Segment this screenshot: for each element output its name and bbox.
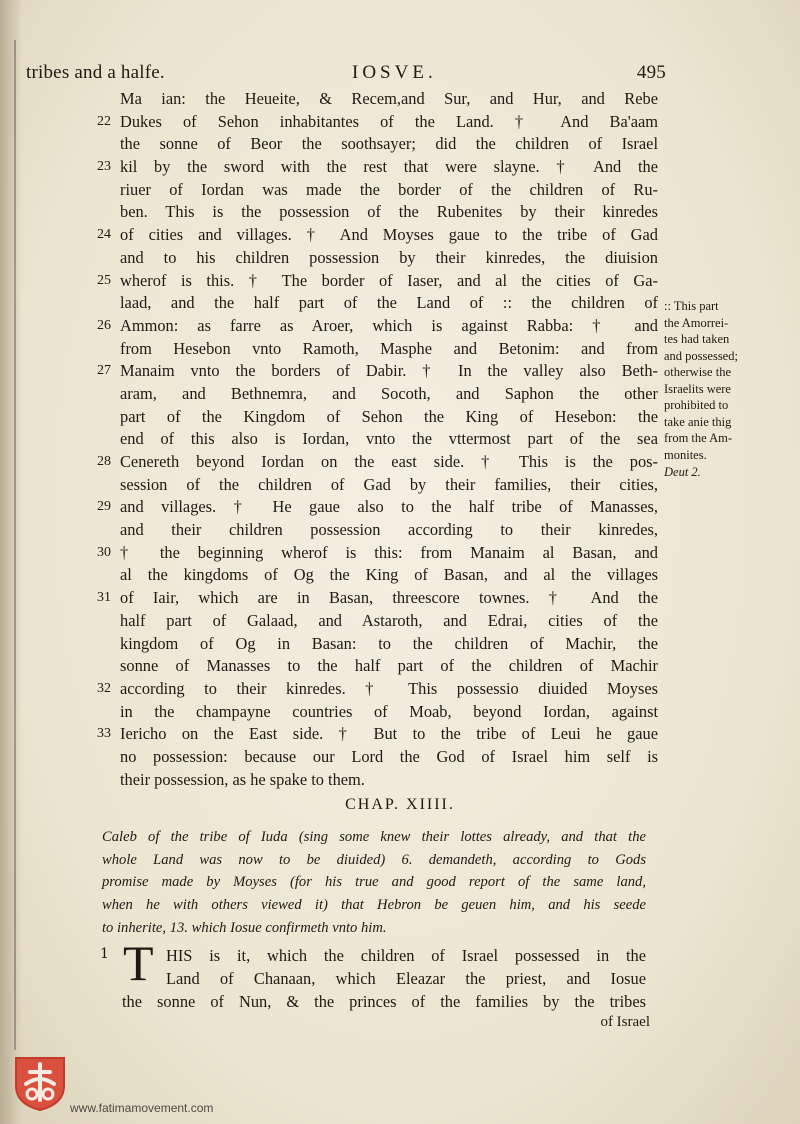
fatima-shield-logo-icon — [12, 1054, 68, 1112]
line-text: laad, and the half part of the Land of :: the children of — [120, 293, 658, 313]
verse-number: 25 — [97, 272, 111, 288]
text-line — [120, 292, 658, 315]
verse-number: 33 — [97, 726, 111, 742]
text-line — [120, 201, 658, 224]
text-line — [120, 88, 658, 111]
verse-number: 1 — [100, 946, 109, 962]
running-header — [26, 62, 666, 86]
verse-number: 32 — [97, 680, 111, 696]
summary-line: to inherite, 13. which Iosue confirmeth vnto him. — [102, 919, 387, 936]
chapter-body — [122, 944, 646, 1013]
text-line — [97, 270, 658, 293]
margin-note-line: and possessed; — [664, 348, 738, 363]
chapter-text-line: the sonne of Nun, & the princes of the families by the tribes — [122, 992, 646, 1011]
line-text: session of the children of Gad by their families, their cities, — [120, 474, 658, 494]
line-text: and their children possession according to their kinredes, — [120, 520, 658, 540]
text-line — [120, 179, 658, 202]
text-line — [120, 610, 658, 633]
text-line — [97, 451, 658, 474]
chapter-text-line: HIS is it, which the children of Israel possessed in the — [166, 946, 646, 965]
margin-note-line: tes had taken — [664, 332, 730, 346]
text-line — [120, 338, 658, 361]
text-line — [97, 224, 658, 247]
verse-number: 24 — [97, 227, 111, 243]
text-line — [97, 587, 658, 610]
summary-line: whole Land was now to be diuided) 6. demandeth, according to Gods — [102, 851, 646, 868]
line-text: in the champayne countries of Moab, beyond Iordan, against — [120, 701, 658, 721]
margin-note-line: Israelits were — [664, 381, 731, 396]
line-text: wherof is this. † The border of Iaser, and al the cities of Ga- — [120, 270, 658, 290]
line-text: sonne of Manasses to the half part of the children of Machir — [120, 656, 658, 676]
margin-note-line: otherwise the — [664, 365, 731, 379]
text-line — [120, 474, 658, 497]
text-line — [120, 406, 658, 429]
body-text — [97, 88, 658, 791]
margin-note-line: take anie thig — [664, 414, 732, 429]
text-line — [120, 769, 658, 792]
line-text: no possession: because our Lord the God of Israel him self is — [120, 746, 658, 766]
line-text: al the kingdoms of Og the King of Basan, and al the villages — [120, 565, 658, 585]
text-line — [120, 746, 658, 769]
line-text: and villages. † He gaue also to the half tribe of Manasses, — [120, 497, 658, 517]
verse-number: 22 — [97, 113, 111, 129]
text-line — [97, 360, 658, 383]
line-text: part of the Kingdom of Sehon the King of Hesebon: the — [120, 406, 658, 426]
verse-number: 28 — [97, 454, 111, 469]
text-line — [120, 247, 658, 270]
text-line — [120, 701, 658, 724]
line-text: Dukes of Sehon inhabitantes of the Land. † And Ba'aam — [120, 111, 658, 131]
margin-note-line: monites. — [664, 447, 707, 462]
binding-shadow — [0, 0, 22, 1124]
book-title: IOSVE. — [352, 62, 437, 83]
margin-note — [664, 298, 774, 481]
line-text: and to his children possession by their kinredes, the diuision — [120, 247, 658, 267]
text-line — [97, 542, 658, 565]
line-text: Manaim vnto the borders of Dabir. † In the valley also Beth- — [120, 361, 658, 381]
margin-rule — [14, 40, 16, 1050]
line-text: according to their kinredes. † This possessio diuided Moyses — [120, 678, 658, 698]
summary-line: Caleb of the tribe of Iuda (sing some knew their lottes already, and that the — [102, 829, 646, 845]
line-text: half part of Galaad, and Astaroth, and Edrai, cities of the — [120, 610, 658, 630]
verse-number: 26 — [97, 317, 111, 333]
verse-number: 31 — [97, 590, 111, 606]
text-line — [97, 496, 658, 519]
verse-number: 29 — [97, 499, 111, 515]
text-line — [120, 133, 658, 156]
verse-number: 23 — [97, 159, 111, 175]
line-text: Ma ian: the Heueite, & Recem,and Sur, and Hur, and Rebe — [120, 89, 658, 108]
text-line — [120, 383, 658, 406]
text-line — [120, 428, 658, 451]
text-line — [97, 315, 658, 338]
line-text: of Iair, which are in Basan, threescore townes. † And the — [120, 588, 658, 608]
catchword: of Israel — [600, 1014, 650, 1030]
verse-number: 27 — [97, 363, 111, 379]
chapter-text-line: Land of Chanaan, which Eleazar the priest, and Iosue — [166, 969, 646, 988]
line-text: † the beginning wherof is this: from Manaim al Basan, and — [120, 542, 658, 562]
line-text: their possession, as he spake to them. — [120, 769, 365, 789]
chapter-summary — [102, 826, 646, 939]
page-number: 495 — [636, 62, 666, 83]
line-text: of cities and villages. † And Moyses gaue to the tribe of Gad — [120, 225, 658, 245]
text-line — [97, 156, 658, 179]
header-left: tribes and a halfe. — [26, 62, 165, 83]
website-url[interactable]: www.fatimamovement.com — [70, 1101, 214, 1115]
line-text: Cenereth beyond Iordan on the east side. † This is the pos- — [120, 452, 658, 471]
margin-note-line: :: This part — [664, 299, 719, 313]
text-line — [97, 678, 658, 701]
text-line — [97, 723, 658, 746]
text-line — [120, 633, 658, 656]
text-line — [120, 655, 658, 678]
text-line — [120, 564, 658, 587]
line-text: the sonne of Beor the soothsayer; did the children of Israel — [120, 134, 658, 154]
line-text: Ammon: as farre as Aroer, which is against Rabba: † and — [120, 315, 658, 335]
margin-note-line: prohibited to — [664, 398, 729, 412]
line-text: ben. This is the possession of the Rubenites by their kinredes — [120, 202, 658, 222]
line-text: riuer of Iordan was made the border of the children of Ru- — [120, 179, 658, 199]
text-line — [97, 111, 658, 134]
line-text: kingdom of Og in Basan: to the children of Machir, the — [120, 633, 658, 653]
line-text: end of this also is Iordan, vnto the vttermost part of the sea — [120, 429, 658, 449]
line-text: aram, and Bethnemra, and Socoth, and Saphon the other — [120, 383, 658, 403]
line-text: from Hesebon vnto Ramoth, Masphe and Betonim: and from — [120, 338, 658, 358]
chapter-heading: CHAP. XIIII. — [345, 796, 455, 813]
margin-note-line: from the Am- — [664, 431, 733, 445]
summary-line: when he with others viewed it) that Hebron be geuen him, and his seede — [102, 897, 646, 914]
drop-cap: T — [123, 935, 154, 991]
margin-note-line: the Amorrei- — [664, 315, 729, 330]
line-text: kil by the sword with the rest that were slayne. † And the — [120, 157, 658, 177]
text-line — [120, 519, 658, 542]
summary-line: promise made by Moyses (for his true and good report of the same land, — [102, 874, 646, 891]
line-text: Iericho on the East side. † But to the tribe of Leui he gaue — [120, 724, 658, 744]
verse-number: 30 — [97, 544, 111, 560]
margin-note-reference: Deut 2. — [664, 465, 701, 479]
